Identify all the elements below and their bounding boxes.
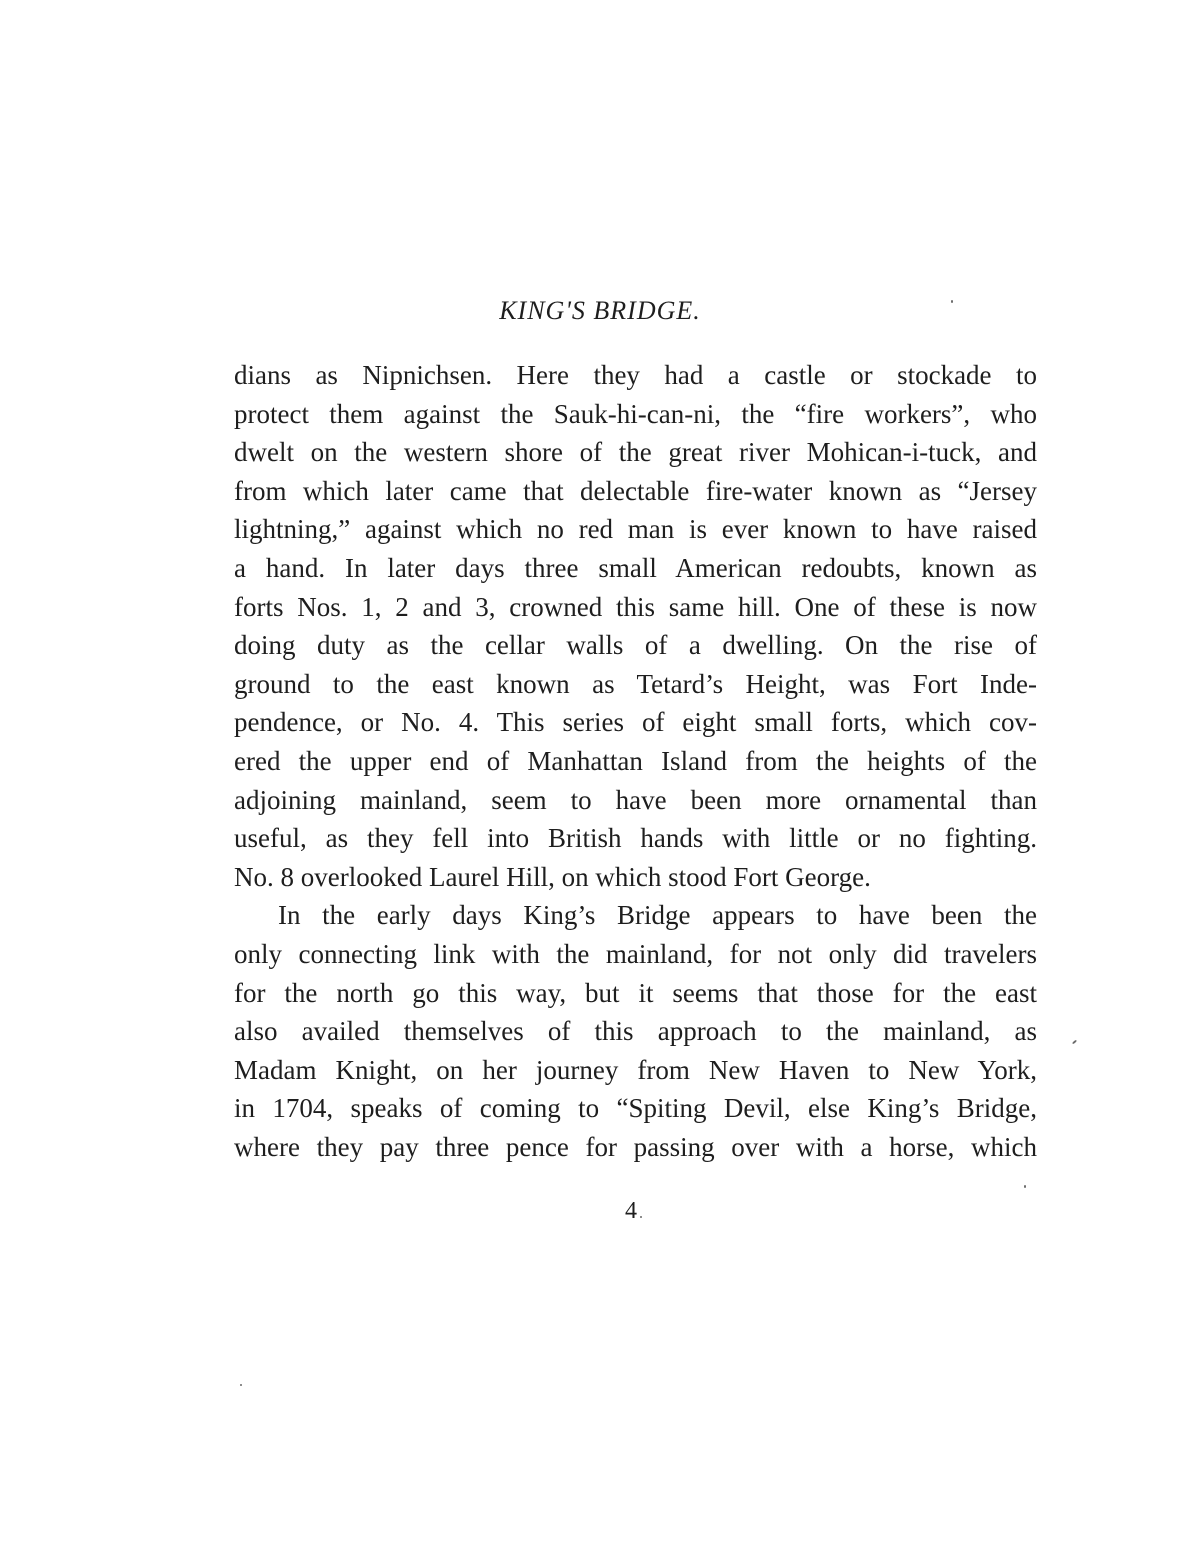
text-line: lightning,” against which no red man is ever known to have raised <box>234 514 1037 545</box>
running-title: KING'S BRIDGE. <box>499 296 701 325</box>
text-line: dwelt on the western shore of the great river Mohican-i-tuck, and <box>234 437 1037 468</box>
text-line: ground to the east known as Tetard’s Height, was Fort Inde- <box>234 668 1037 699</box>
text-line: pendence, or No. 4. This series of eight small forts, which cov- <box>234 707 1037 738</box>
body-text <box>234 356 1037 1166</box>
scan-speck <box>1072 1040 1077 1045</box>
text-line: In the early days King’s Bridge appears to have been the <box>278 900 1037 931</box>
text-line: where they pay three pence for passing over with a horse, which <box>234 1131 1037 1162</box>
scan-speck <box>640 1216 642 1218</box>
scan-speck <box>951 300 953 303</box>
text-line: doing duty as the cellar walls of a dwelling. On the rise of <box>234 630 1037 661</box>
text-line: Madam Knight, on her journey from New Haven to New York, <box>234 1054 1037 1085</box>
text-line: protect them against the Sauk-hi-can-ni, the “fire workers”, who <box>234 398 1037 429</box>
paragraph-2 <box>234 896 1037 1166</box>
text-line: a hand. In later days three small American redoubts, known as <box>234 552 1037 583</box>
text-line: only connecting link with the mainland, for not only did travelers <box>234 938 1037 969</box>
text-line: useful, as they fell into British hands with little or no fighting. <box>234 823 1037 854</box>
page-number: 4 <box>625 1198 637 1224</box>
scan-speck <box>240 1384 242 1386</box>
text-line: from which later came that delectable fire-water known as “Jersey <box>234 475 1037 506</box>
scan-speck <box>1024 1185 1026 1188</box>
text-line: forts Nos. 1, 2 and 3, crowned this same hill. One of these is now <box>234 591 1037 622</box>
text-line: in 1704, speaks of coming to “Spiting Devil, else King’s Bridge, <box>234 1093 1037 1124</box>
text-line: adjoining mainland, seem to have been more ornamental than <box>234 784 1037 815</box>
text-line: dians as Nipnichsen. Here they had a castle or stockade to <box>234 360 1037 390</box>
text-line: No. 8 overlooked Laurel Hill, on which stood Fort George. <box>234 861 871 892</box>
text-line: ered the upper end of Manhattan Island from the heights of the <box>234 745 1037 776</box>
text-line: also availed themselves of this approach to the mainland, as <box>234 1016 1037 1047</box>
text-line: for the north go this way, but it seems that those for the east <box>234 977 1037 1008</box>
paragraph-1 <box>234 356 1037 896</box>
